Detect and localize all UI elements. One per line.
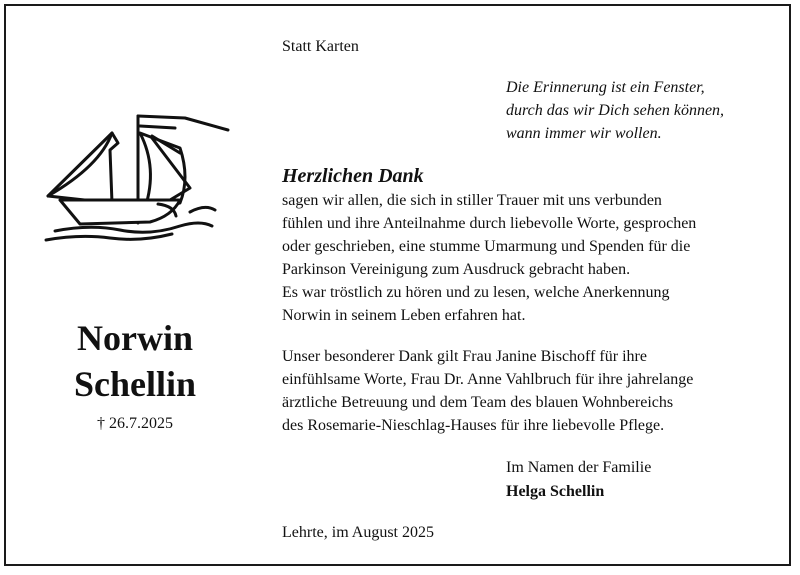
quote-line: durch das wir Dich sehen können, [506, 102, 725, 119]
signature-name: Helga Schellin [506, 483, 605, 500]
signature-prefix: Im Namen der Familie [506, 459, 652, 476]
text-line: Parkinson Vereinigung zum Ausdruck gebracht haben. [282, 261, 631, 278]
sailing-ship-icon [40, 108, 230, 243]
text-line: fühlen und ihre Anteilnahme durch liebevolle Worte, gesprochen [282, 215, 697, 232]
text-line: Norwin in seinem Leben erfahren hat. [282, 307, 526, 324]
text-line: oder geschrieben, eine stumme Umarmung und Spenden für die [282, 238, 691, 255]
statt-karten-label: Statt Karten [282, 38, 359, 55]
quote-line: wann immer wir wollen. [506, 125, 662, 142]
thanks-heading: Herzlichen Dank [282, 165, 424, 187]
text-line: Unser besonderer Dank gilt Frau Janine Bischoff für ihre [282, 348, 647, 365]
deceased-first-name: Norwin [77, 318, 193, 358]
quote-line: Die Erinnerung ist ein Fenster, [506, 79, 705, 96]
text-line: einfühlsame Worte, Frau Dr. Anne Vahlbruch für ihre jahrelange [282, 371, 694, 388]
thanks-paragraph-2 [282, 345, 693, 437]
memorial-quote [506, 76, 724, 145]
text-line: ärztliche Betreuung und dem Team des blauen Wohnbereichs [282, 394, 674, 411]
signature-block [506, 456, 651, 504]
thanks-paragraph-1 [282, 189, 696, 327]
text-line: des Rosemarie-Nieschlag-Hauses für ihre liebevolle Pflege. [282, 417, 665, 434]
place-date: Lehrte, im August 2025 [282, 524, 434, 541]
deceased-last-name: Schellin [73, 364, 197, 404]
death-date: † 26.7.2025 [97, 415, 173, 432]
text-line: Es war tröstlich zu hören und zu lesen, welche Anerkennung [282, 284, 670, 301]
text-line: sagen wir allen, die sich in stiller Trauer mit uns verbunden [282, 192, 662, 209]
